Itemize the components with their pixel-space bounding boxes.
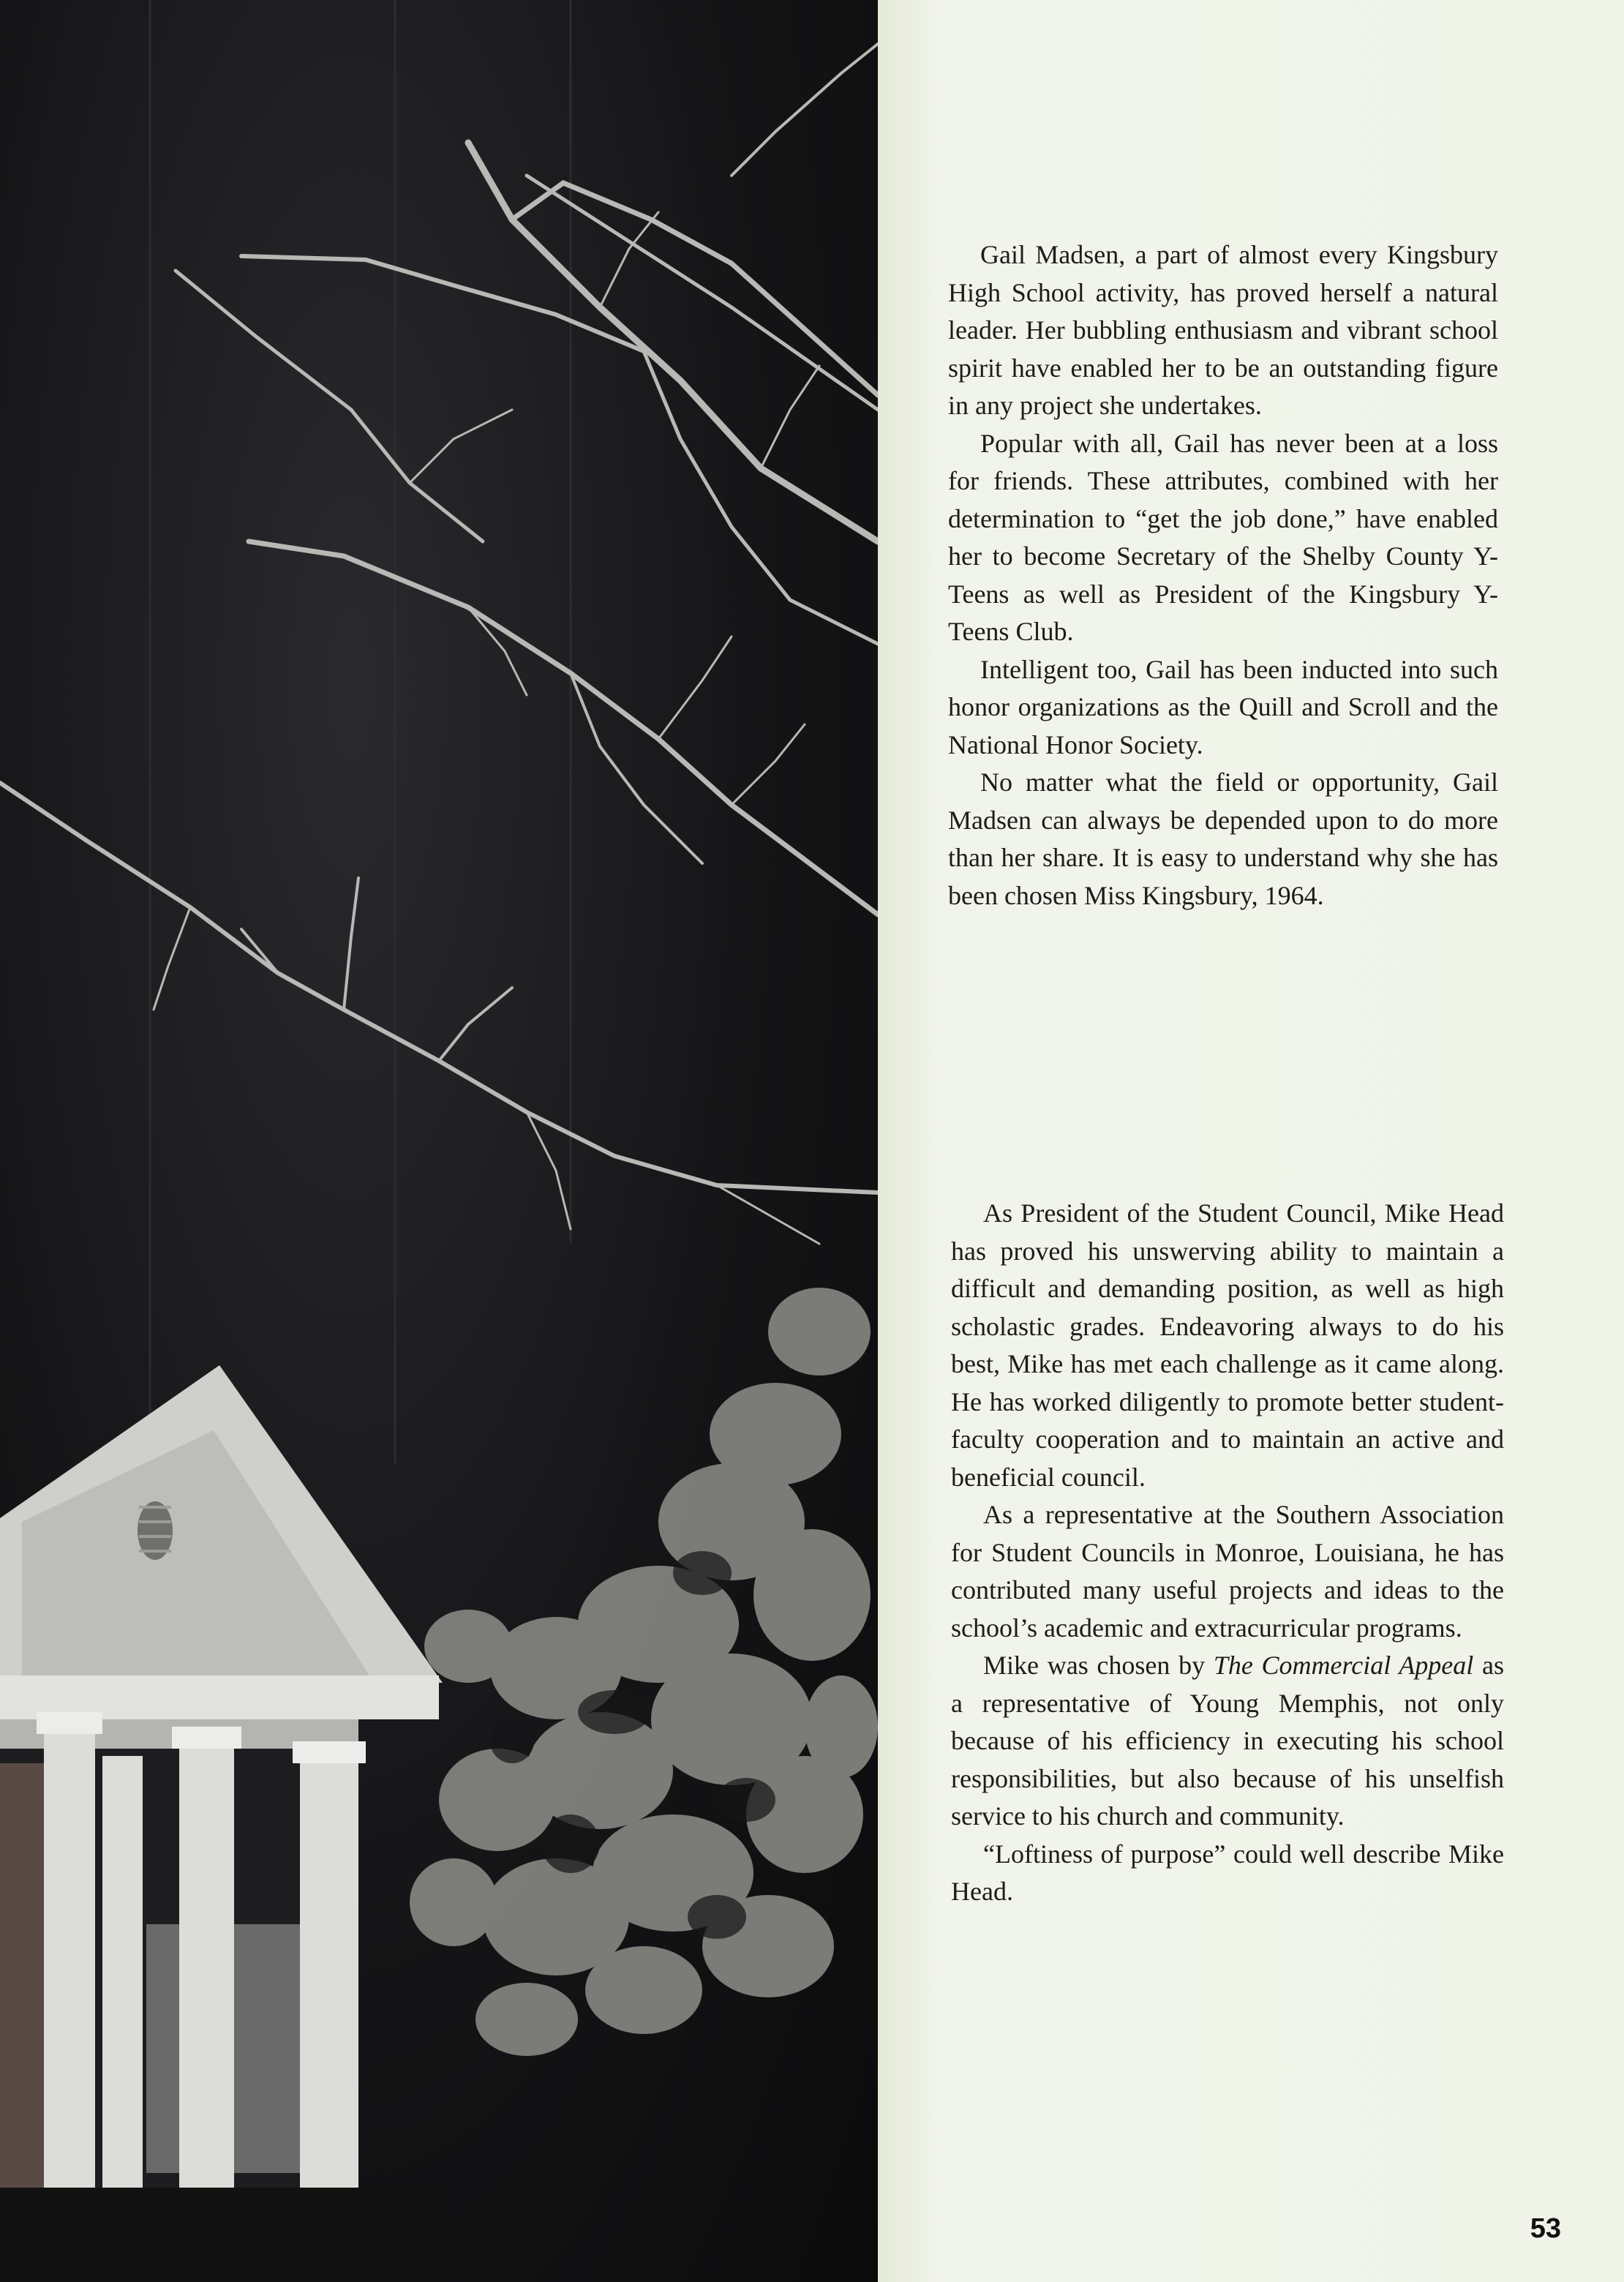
paragraph: As a representative at the Southern Association for Student Councils in Monroe, Louisiana, he has contributed many useful projects and ideas to the school’s academic and extracurricular programs.	[951, 1500, 1504, 1643]
paragraph	[951, 1647, 1504, 1836]
article-gail-madsen	[948, 236, 1498, 915]
paragraph: “Loftiness of purpose” could well describe Mike Head.	[951, 1839, 1504, 1906]
leafy-tree	[410, 1288, 878, 2056]
newspaper-name-part: The Commercial	[1213, 1651, 1391, 1680]
paragraph: Intelligent too, Gail has been inducted into such honor organizations as the Quill and Scroll and the National Honor Society.	[948, 654, 1498, 759]
newspaper-name	[1214, 1651, 1473, 1680]
paragraph: As President of the Student Council, Mike Head has proved his unswerving ability to maintain a difficult and demanding position, as well as high scholastic grades. Endeavoring always to do his best, Mike has met each challenge as it came along. He has worked diligently to promote better student-faculty cooperation and to maintain an active and beneficial council.	[951, 1198, 1504, 1492]
newspaper-name-part: Appeal	[1399, 1651, 1474, 1680]
article-mike-head	[951, 1195, 1504, 1911]
page-number: 53	[1530, 2213, 1561, 2244]
paragraph-text: as a representative of Young Memphis, not only because of his efficiency in executing his school responsibilities, but also because of his unselfish service to his church and community.	[951, 1651, 1504, 1831]
school-portico	[0, 1365, 443, 2282]
paragraph: Gail Madsen, a part of almost every Kingsbury High School activity, has proved herself a natural leader. Her bubbling enthusiasm and vibrant school spirit have enabled her to be an outstanding figure in any project she undertakes.	[948, 240, 1498, 420]
paragraph: No matter what the field or opportunity, Gail Madsen can always be depended upon to do more than her share. It is easy to understand why she has been chosen Miss Kingsbury, 1964.	[948, 767, 1498, 910]
paragraph-text: Mike was chosen by	[983, 1651, 1214, 1680]
bare-branches	[0, 44, 878, 1244]
paragraph: Popular with all, Gail has never been at a loss for friends. These attributes, combined with her determination to “get the job done,” have enabled her to become Secretary of the Shelby County Y-Teens as well as President of the Kingsbury Y-Teens Club.	[948, 428, 1498, 646]
